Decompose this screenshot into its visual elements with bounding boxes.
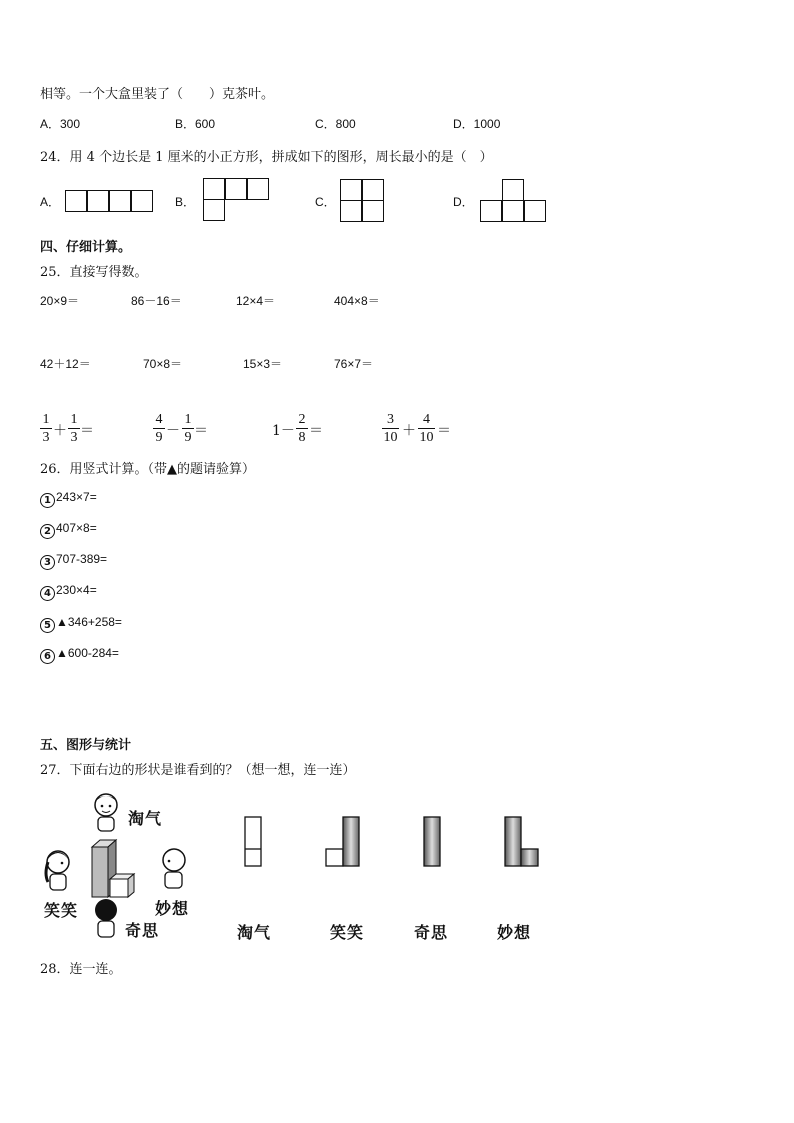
- kid-top-icon: [95, 794, 117, 831]
- small-cube-icon: [110, 874, 134, 897]
- q25-r2-4: 76×7＝: [334, 357, 374, 371]
- view-shape-4: [505, 817, 538, 866]
- q26-title: 26．用竖式计算。（带▲的题请验算）: [40, 462, 256, 477]
- q25-r1-2: 86－16＝: [131, 294, 182, 308]
- kid-right-icon: [163, 849, 185, 888]
- answer-name-4[interactable]: 妙想: [497, 923, 532, 942]
- kid-name-taoqi: 淘气: [128, 809, 163, 828]
- q26-item-4: 4 230×4=: [40, 583, 97, 601]
- q24-label-d[interactable]: D．: [453, 195, 474, 209]
- section-5-title: 五、图形与统计: [40, 738, 132, 753]
- q25-r1-1: 20×9＝: [40, 294, 80, 308]
- kid-bottom-icon: [95, 899, 117, 937]
- q26-item-2: 2 407×8=: [40, 521, 97, 539]
- q25-r2-1: 42＋12＝: [40, 357, 91, 371]
- view-shape-3: [424, 817, 440, 866]
- q23-option-d[interactable]: D．1000: [453, 117, 501, 131]
- q26-item-6: 6 ▲600-284=: [40, 646, 119, 664]
- q28-title: 28．连一连。: [40, 962, 122, 977]
- q25-r2-2: 70×8＝: [143, 357, 183, 371]
- kid-left-icon: [46, 851, 69, 890]
- q23-option-c[interactable]: C．800: [315, 117, 356, 131]
- q26-item-3: 3 707-389=: [40, 552, 107, 570]
- view-shape-2: [326, 817, 359, 866]
- answer-name-1[interactable]: 淘气: [237, 923, 272, 942]
- q23-option-a[interactable]: A．300: [40, 117, 81, 131]
- q26-item-5: 5 ▲346+258=: [40, 615, 122, 633]
- q23-option-b[interactable]: B．600: [175, 117, 216, 131]
- q24-question: 24．用 4 个边长是 1 厘米的小正方形，拼成如下的图形，周长最小的是（ ）: [40, 150, 493, 165]
- q26-item-1: 1 243×7=: [40, 490, 97, 508]
- q27-scene-illustration: [40, 790, 200, 950]
- q23-line: 相等。一个大盒里装了（ ）克茶叶。: [40, 87, 275, 102]
- q24-label-c[interactable]: C．: [315, 195, 336, 209]
- q24-label-b[interactable]: B．: [175, 195, 196, 209]
- q27-view-shapes: [240, 810, 550, 870]
- answer-name-2[interactable]: 笑笑: [330, 923, 365, 942]
- q25-r2-3: 15×3＝: [243, 357, 283, 371]
- answer-name-3[interactable]: 奇思: [414, 923, 449, 942]
- kid-name-xiaoxiao: 笑笑: [44, 901, 79, 920]
- q25-r1-3: 12×4＝: [236, 294, 276, 308]
- q24-label-a[interactable]: A．: [40, 195, 61, 209]
- q25-r1-4: 404×8＝: [334, 294, 380, 308]
- q27-title: 27．下面右边的形状是谁看到的？（想一想，连一连）: [40, 763, 356, 778]
- section-4-title: 四、仔细计算。: [40, 240, 132, 255]
- kid-name-miaoxiang: 妙想: [155, 899, 190, 918]
- q25-title: 25．直接写得数。: [40, 265, 148, 280]
- view-shape-1: [245, 817, 261, 866]
- kid-name-qisi: 奇思: [125, 921, 160, 940]
